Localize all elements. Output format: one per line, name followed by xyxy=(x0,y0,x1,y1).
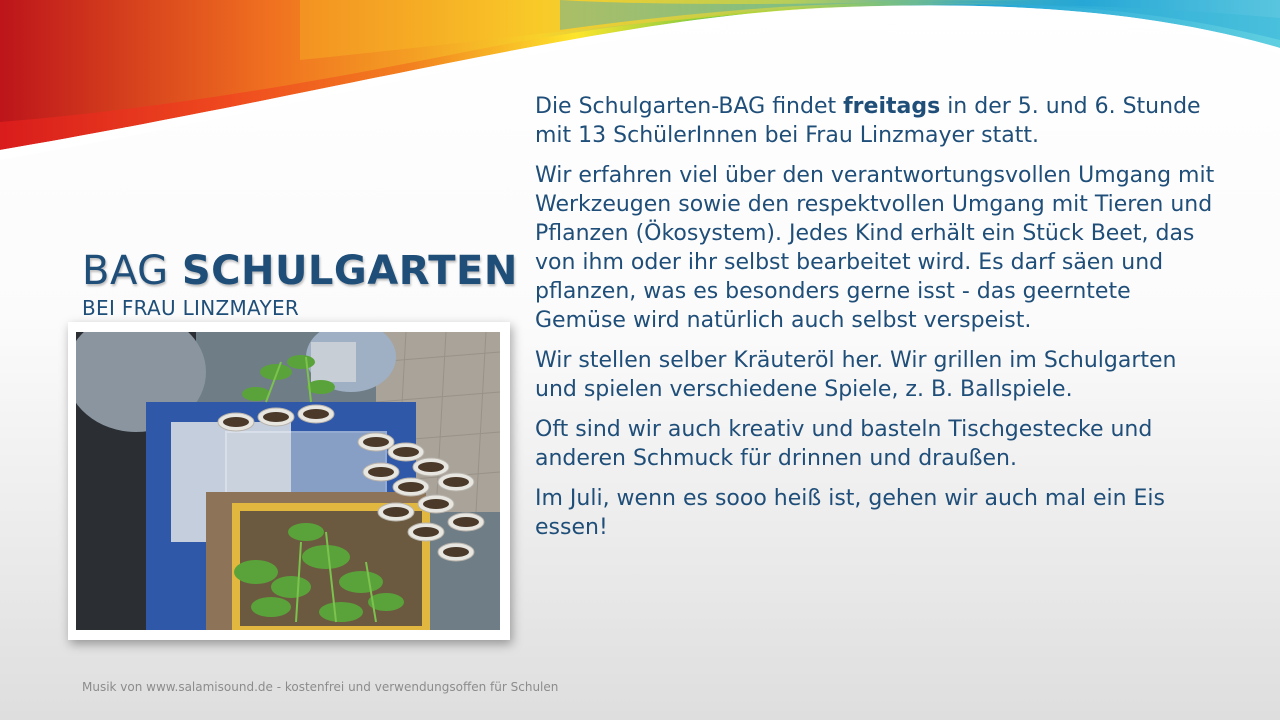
title-block xyxy=(82,246,518,320)
title-bold: SCHULGARTEN xyxy=(181,248,518,294)
paragraph-schedule xyxy=(535,92,1225,150)
paragraph-ice-cream: Im Juli, wenn es sooo heiß ist, gehen wir auch mal ein Eis essen! xyxy=(535,486,1166,540)
photo-frame xyxy=(68,322,510,640)
paragraph-schedule-end: in der 5. und 6. Stunde mit 13 SchülerInnen bei Frau Linzmayer statt. xyxy=(535,94,1201,148)
paragraph-crafts: Oft sind wir auch kreativ und basteln Tischgestecke und anderen Schmuck für drinnen und draußen. xyxy=(535,417,1153,471)
footer-credit: Musik von www.salamisound.de - kostenfrei und verwendungsoffen für Schulen xyxy=(82,680,559,694)
paragraph-activities: Wir stellen selber Kräuteröl her. Wir grillen im Schulgarten und spielen verschiedene Spiele, z. B. Ballspiele. xyxy=(535,348,1177,402)
paragraph-schedule-start: Die Schulgarten-BAG findet xyxy=(535,94,844,119)
body-text xyxy=(535,92,1225,553)
garden-seedlings-photo xyxy=(76,332,500,630)
slide-subtitle: BEI FRAU LINZMAYER xyxy=(82,296,300,320)
slide-title xyxy=(82,246,518,296)
paragraph-schedule-day: freitags xyxy=(843,94,941,119)
paragraph-learning: Wir erfahren viel über den verantwortungsvollen Umgang mit Werkzeugen sowie den respektvollen Umgang mit Tieren und Pflanzen (Ökosystem). Jedes Kind erhält ein Stück Beet, das von ihm oder ihr selbst bearbeitet wird. Es darf säen und pflanzen, was es besonders gerne isst - das geerntete Gemüse wird natürlich auch selbst verspeist. xyxy=(535,163,1215,333)
title-light: BAG xyxy=(82,248,182,294)
